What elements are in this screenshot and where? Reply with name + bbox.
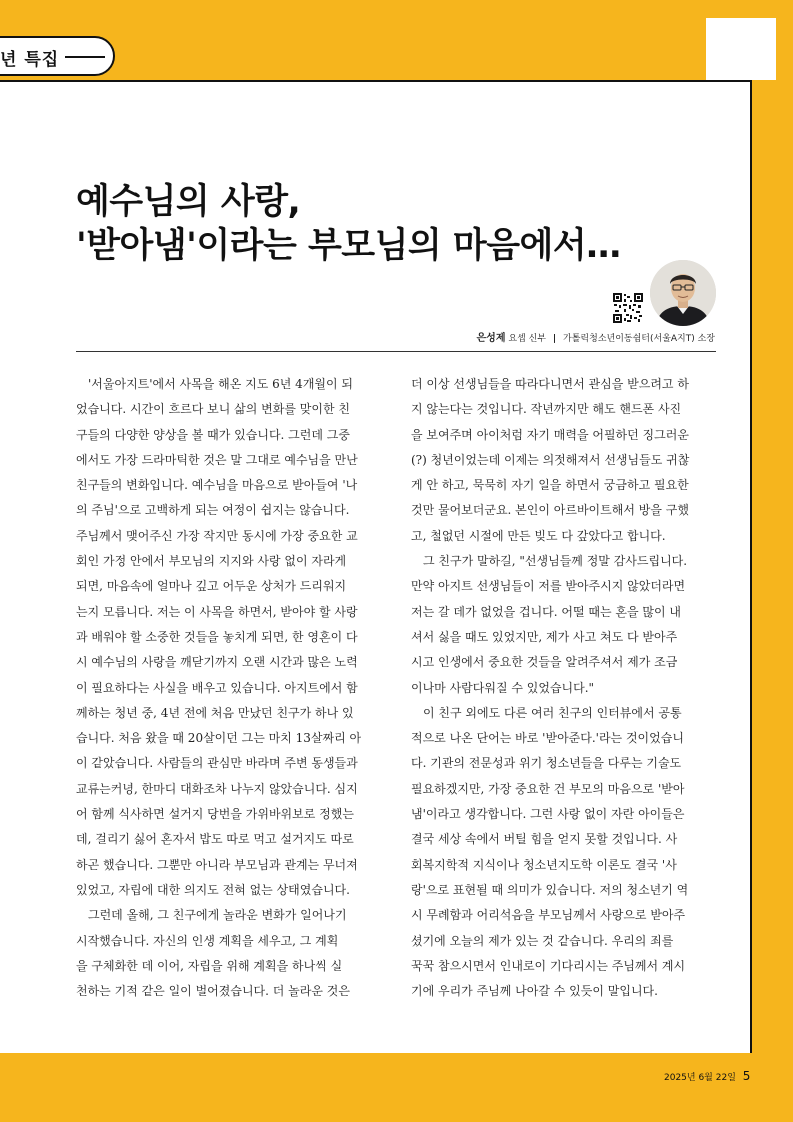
body-line: 시고 인생에서 중요한 것들을 알려주셔서 제가 조금: [411, 655, 678, 670]
body-line: 에서도 가장 드라마틱한 것은 말 그대로 예수님을 만난: [76, 452, 358, 467]
section-tab-rule: [65, 56, 105, 58]
body-line: 습니다. 처음 왔을 때 20살이던 그는 마치 13살짜리 아: [76, 731, 362, 746]
body-line: 어 함께 식사하면 설거지 당번을 가위바위보로 정했는: [76, 807, 354, 822]
qr-code-icon: [613, 293, 643, 323]
body-line: 되면, 마음속에 얼마나 깊고 어두운 상처가 드리워지: [76, 579, 347, 594]
body-line: 적으로 나온 단어는 바로 '받아준다.'라는 것이었습니: [411, 731, 684, 746]
author-affiliation: 가톨릭청소년이동쉼터(서울A지T) 소장: [563, 334, 715, 344]
page-corner-patch: [706, 18, 776, 80]
body-line: 지 않는다는 것입니다. 작년까지만 해도 핸드폰 사진: [411, 402, 682, 417]
body-line: 께하는 청년 중, 4년 전에 처음 만났던 친구가 하나 있: [76, 705, 354, 720]
page-number: 5: [742, 1069, 751, 1083]
body-line: 시작했습니다. 자신의 인생 계획을 세우고, 그 계획: [76, 933, 339, 948]
body-line: 고, 철없던 시절에 만든 빚도 다 갚았다고 합니다.: [411, 528, 666, 543]
body-line: 더 이상 선생님들을 따라다니면서 관심을 받으려고 하: [411, 377, 689, 391]
body-line: 을 구체화한 데 이어, 자립을 위해 계획을 하나씩 실: [76, 958, 343, 973]
body-line: 필요하겠지만, 가장 중요한 건 부모의 마음으로 '받아: [411, 781, 685, 796]
body-line: 이 필요하다는 사실을 배우고 있습니다. 아지트에서 함: [76, 680, 358, 695]
body-line: 천하는 기적 같은 일이 벌어졌습니다. 더 놀라운 것은: [76, 984, 350, 999]
body-line: 랑'으로 표현될 때 의미가 있습니다. 저의 청소년기 역: [411, 882, 689, 897]
right-frame-band: [752, 0, 793, 1122]
byline-separator: |: [552, 334, 557, 344]
body-line: '서울아지트'에서 사목을 해온 지도 6년 4개월이 되: [88, 377, 354, 391]
body-line: 게 안 하고, 묵묵히 자기 일을 하면서 궁금하고 필요한: [411, 478, 689, 493]
body-line: 이나마 사람다워질 수 있었습니다.": [411, 680, 595, 695]
body-line: 시 무례함과 어리석음을 부모님께서 사랑으로 받아주: [411, 908, 686, 923]
body-line: 다. 기관의 전문성과 위기 청소년들을 다루는 기술도: [411, 756, 682, 771]
body-line: 하곤 했습니다. 그뿐만 아니라 부모님과 관계는 무너져: [76, 857, 358, 872]
issue-date: 2025년 6월 22일: [664, 1073, 736, 1083]
body-line: 었습니다. 시간이 흐르다 보니 삶의 변화를 맞이한 친: [76, 402, 350, 417]
byline: [477, 329, 716, 344]
body-line: 을 보여주며 아이처럼 자기 매력을 어필하던 징그러운: [411, 427, 689, 442]
body-line: 과 배워야 할 소중한 것들을 놓치게 되면, 한 영혼이 다: [76, 629, 358, 644]
body-line: 의 주님'으로 고백하게 되는 여정이 쉽지는 않습니다.: [76, 503, 350, 518]
body-line: 꾹꾹 참으시면서 인내로이 기다리시는 주님께서 계시: [411, 958, 686, 973]
body-line: 구들의 다양한 양상을 볼 때가 있습니다. 그런데 그중: [76, 427, 350, 442]
body-line: 기에 우리가 주님께 나아갈 수 있듯이 말입니다.: [411, 984, 658, 999]
author-name: 은성제: [476, 333, 506, 344]
page-footer: [664, 1069, 750, 1083]
body-line: 결국 세상 속에서 버틸 힘을 얻지 못할 것입니다. 사: [411, 832, 678, 847]
body-line: 만약 아지트 선생님들이 저를 받아주시지 않았더라면: [411, 579, 686, 594]
body-line: 친구들의 변화입니다. 예수님을 마음으로 받아들여 '나: [76, 478, 358, 493]
body-line: 주님께서 맺어주신 가장 작지만 동시에 가장 중요한 교: [76, 528, 358, 543]
body-line: 있었고, 자립에 대한 의지도 전혀 없는 상태였습니다.: [76, 882, 350, 897]
body-line: 셔서 싫을 때도 있었지만, 제가 사고 쳐도 다 받아주: [411, 629, 678, 644]
author-photo: [650, 260, 716, 326]
title-line: 예수님의 사랑,: [76, 182, 301, 222]
body-line: 시 예수님의 사랑을 깨닫기까지 오랜 시간과 많은 노력: [76, 655, 358, 670]
title-line: '받아냄'이라는 부모님의 마음에서…: [76, 226, 621, 266]
body-line: 그 친구가 말하길, "선생님들께 정말 감사드립니다.: [423, 554, 688, 569]
body-line: 회인 가정 안에서 부모님의 지지와 사랑 없이 자라게: [76, 554, 347, 569]
bottom-frame-band: [0, 1053, 793, 1122]
section-label: 년 특집: [0, 50, 60, 70]
body-column-right: [411, 372, 718, 1004]
top-frame-band: [0, 0, 793, 80]
body-line: 데, 걸리기 싫어 혼자서 밥도 따로 먹고 설거지도 따로: [76, 832, 354, 847]
body-line: 셨기에 오늘의 제가 있는 것 같습니다. 우리의 죄를: [411, 933, 674, 948]
body-line: 냄'이라고 생각합니다. 그런 사랑 없이 자란 아이들은: [411, 807, 685, 822]
body-line: 는지 모릅니다. 저는 이 사목을 하면서, 받아야 할 사랑: [76, 604, 358, 619]
author-role: 요셉 신부: [508, 334, 546, 344]
body-line: 이 같았습니다. 사람들의 관심만 바라며 주변 동생들과: [76, 756, 358, 771]
body-line: 것만 물어보더군요. 본인이 아르바이트해서 방을 구했: [411, 503, 689, 518]
body-line: 교류는커녕, 한마디 대화조차 나누지 않았습니다. 심지: [76, 781, 358, 796]
body-line: 회복지학적 지식이나 청소년지도학 이론도 결국 '사: [411, 857, 677, 872]
body-line: 저는 갈 데가 없었을 겁니다. 어떨 때는 혼을 많이 내: [411, 604, 681, 619]
body-line: (?) 청년이었는데 이제는 의젓해져서 선생님들도 귀찮: [411, 452, 690, 467]
body-line: 그런데 올해, 그 친구에게 놀라운 변화가 일어나기: [88, 908, 347, 923]
body-column-left: [76, 372, 383, 1004]
article-title: [76, 180, 621, 268]
body-line: 이 친구 외에도 다른 여러 친구의 인터뷰에서 공통: [423, 705, 682, 720]
byline-rule: [76, 351, 716, 352]
